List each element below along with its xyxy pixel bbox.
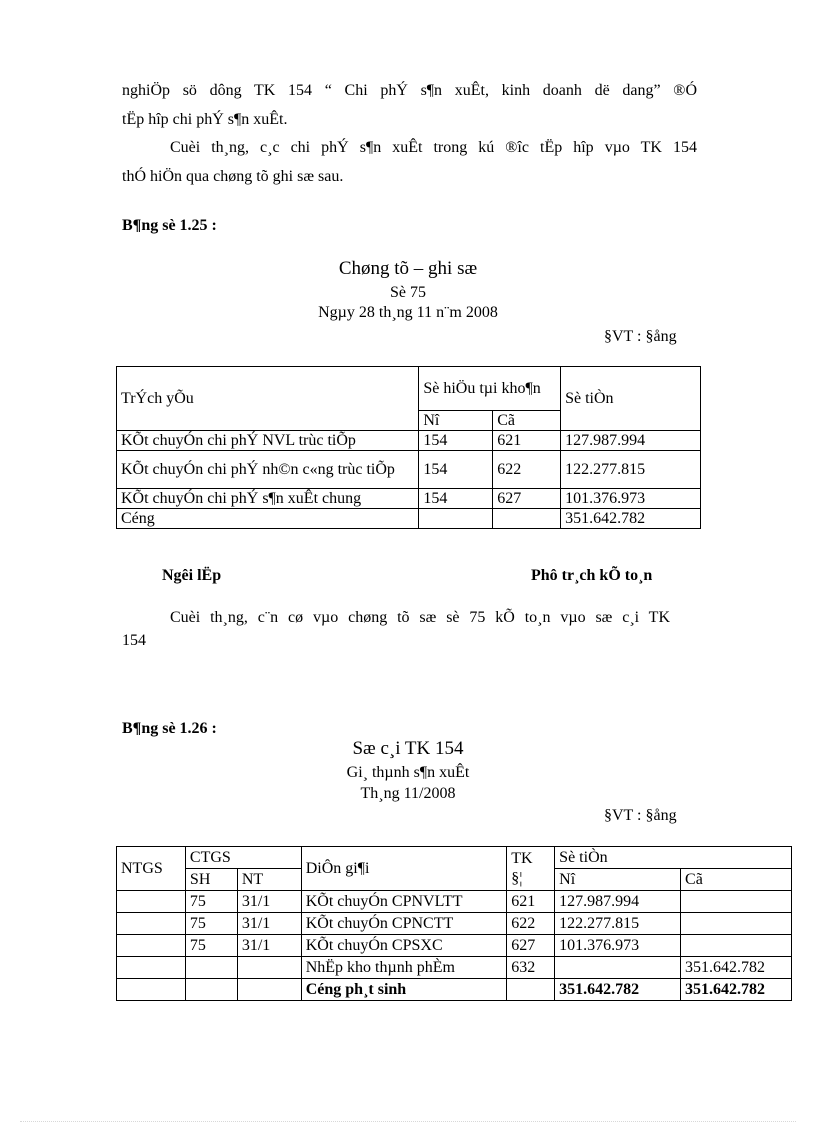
row-credit: 627: [493, 489, 561, 509]
row-credit: [681, 913, 792, 935]
row-amount: 122.277.815: [561, 451, 701, 489]
header-amount: Sè tiÒn: [561, 367, 701, 431]
row-credit: 621: [493, 431, 561, 451]
intro-line-2: tËp hîp chi phÝ s¶n xuÊt.: [122, 111, 288, 128]
header-desc: DiÔn gi¶i: [301, 847, 507, 891]
row-sh: 75: [185, 891, 237, 913]
row-ntgs: [117, 913, 186, 935]
row-nt: 31/1: [237, 913, 301, 935]
row-nt: 31/1: [237, 935, 301, 957]
intro-line-1: nghiÖp sö dông TK 154 “ Chi phÝ s¶n xuÊt, kinh doanh dë dang” ®Ó: [122, 82, 697, 99]
table1-unit: §VT : §ång: [604, 328, 677, 345]
row-description: KÕt chuyÓn chi phÝ NVL trùc tiÕp: [117, 431, 419, 451]
signature-chief-accountant: Phô tr¸ch kÕ to¸n: [531, 567, 653, 584]
row-ntgs: [117, 957, 186, 979]
page-bottom-divider: [20, 1121, 796, 1122]
table-row: [117, 935, 792, 957]
intro-line-3: Cuèi th¸ng, c¸c chi phÝ s¶n xuÊt trong kú ®îc tËp hîp vµo TK 154: [170, 139, 697, 156]
row-credit: [681, 891, 792, 913]
table-row: [117, 891, 792, 913]
row-amount: 127.987.994: [561, 431, 701, 451]
table1-date: Ngµy 28 th¸ng 11 n¨m 2008: [318, 304, 498, 321]
row-debit: 101.376.973: [555, 935, 681, 957]
total-row: [117, 509, 701, 529]
row-credit: [681, 935, 792, 957]
row-desc: KÕt chuyÓn CPNVLTT: [301, 891, 507, 913]
row-sh: 75: [185, 913, 237, 935]
table2-period: Th¸ng 11/2008: [360, 785, 456, 802]
header-tk: [507, 847, 555, 891]
middle-line-2: 154: [122, 632, 146, 649]
row-ntgs: [117, 891, 186, 913]
table1-title: Chøng tõ – ghi sæ: [338, 258, 478, 279]
row-sh: [185, 957, 237, 979]
header-account: Sè hiÖu tµi kho¶n: [419, 367, 561, 411]
header-description: TrÝch yÕu: [117, 367, 419, 431]
header-tk-line2: §¦: [511, 869, 523, 887]
row-debit: [555, 957, 681, 979]
total-row: [117, 979, 792, 1001]
row-nt: [237, 957, 301, 979]
table2-subtitle: Gi¸ thµnh s¶n xuÊt: [346, 764, 470, 781]
header-debit: Nî: [419, 411, 493, 431]
row-credit: 622: [493, 451, 561, 489]
row-debit: 154: [419, 431, 493, 451]
table-row: [117, 957, 792, 979]
table-row: [117, 451, 701, 489]
total-debit: 351.642.782: [555, 979, 681, 1001]
row-tk: 632: [507, 957, 555, 979]
table2-title: Sæ c¸i TK 154: [352, 738, 464, 759]
row-desc: KÕt chuyÓn CPNCTT: [301, 913, 507, 935]
table-row: [117, 489, 701, 509]
middle-line-1: Cuèi th¸ng, c¨n cø vµo chøng tõ sæ sè 75 kÕ to¸n vµo sæ c¸i TK: [170, 609, 670, 626]
header-amount: Sè tiÒn: [555, 847, 792, 869]
row-nt: 31/1: [237, 891, 301, 913]
header-debit: Nî: [555, 869, 681, 891]
row-ntgs: [117, 935, 186, 957]
row-description: KÕt chuyÓn chi phÝ nh©n c«ng trùc tiÕp: [117, 451, 419, 489]
row-amount: 101.376.973: [561, 489, 701, 509]
table-row: [117, 431, 701, 451]
row-desc: NhËp kho thµnh phÈm: [301, 957, 507, 979]
intro-line-4: thÓ hiÖn qua chøng tõ ghi sæ sau.: [122, 168, 344, 185]
row-debit: 127.987.994: [555, 891, 681, 913]
row-tk: 622: [507, 913, 555, 935]
table-row: [117, 913, 792, 935]
table1-label: B¶ng sè 1.25 :: [122, 217, 217, 234]
header-ctgs: CTGS: [185, 847, 301, 869]
row-debit: 154: [419, 451, 493, 489]
table2-unit: §VT : §ång: [604, 807, 677, 824]
row-tk: 627: [507, 935, 555, 957]
total-label: Céng: [117, 509, 419, 529]
header-credit: Cã: [493, 411, 561, 431]
row-desc: KÕt chuyÓn CPSXC: [301, 935, 507, 957]
header-nt: NT: [237, 869, 301, 891]
header-credit: Cã: [681, 869, 792, 891]
total-amount: 351.642.782: [561, 509, 701, 529]
voucher-table: [116, 366, 701, 529]
row-tk: 621: [507, 891, 555, 913]
row-debit: 154: [419, 489, 493, 509]
row-sh: 75: [185, 935, 237, 957]
table2-label: B¶ng sè 1.26 :: [122, 720, 217, 737]
total-label: Céng ph¸t sinh: [301, 979, 507, 1001]
total-credit: 351.642.782: [681, 979, 792, 1001]
row-credit: 351.642.782: [681, 957, 792, 979]
row-description: KÕt chuyÓn chi phÝ s¶n xuÊt chung: [117, 489, 419, 509]
header-ntgs: NTGS: [117, 847, 186, 891]
signature-preparer: Ngêi lËp: [162, 567, 222, 584]
ledger-table: [116, 846, 792, 1001]
header-tk-line1: TK: [511, 849, 533, 867]
row-debit: 122.277.815: [555, 913, 681, 935]
header-sh: SH: [185, 869, 237, 891]
table1-number: Sè 75: [390, 284, 426, 301]
